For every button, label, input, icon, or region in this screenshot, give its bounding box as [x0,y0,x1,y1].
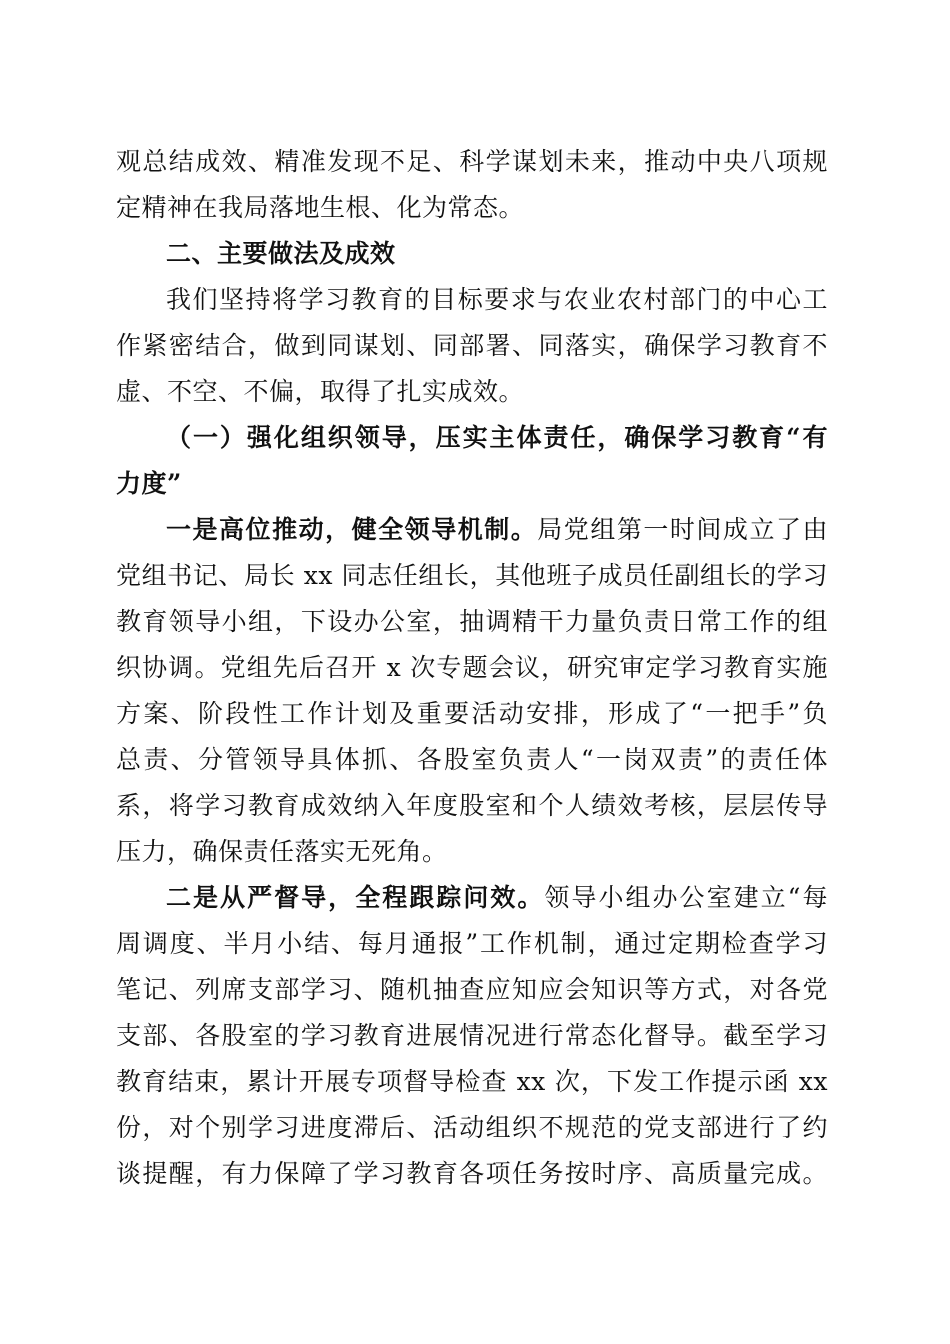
paragraph-line: 谈提醒，有力保障了学习教育各项任务按时序、高质量完成。 [116,1159,828,1188]
paragraph-line: 系，将学习教育成效纳入年度股室和个人绩效考核，层层传导 [116,791,828,820]
paragraph-line: 方案、阶段性工作计划及重要活动安排，形成了“一把手”负 [116,699,828,728]
paragraph-line: 我们坚持将学习教育的目标要求与农业农村部门的中心工 [166,285,828,314]
paragraph-line: 作紧密结合，做到同谋划、同部署、同落实，确保学习教育不 [116,331,828,360]
point-text: 局党组第一时间成立了由 [537,515,828,544]
paragraph-line [166,515,828,545]
section-heading: 二、主要做法及成效 [166,239,396,268]
subsection-heading: 力度” [116,469,182,498]
point-lead: 一是高位推动，健全领导机制。 [166,515,538,544]
paragraph-line: 教育结束，累计开展专项督导检查 xx 次，下发工作提示函 xx [116,1067,828,1096]
paragraph-line: 观总结成效、精准发现不足、科学谋划未来，推动中央八项规 [116,147,828,176]
paragraph-line: 压力，确保责任落实无死角。 [116,837,448,866]
paragraph-line: 织协调。党组先后召开 x 次专题会议，研究审定学习教育实施 [116,653,828,682]
paragraph-line: 周调度、半月小结、每月通报”工作机制，通过定期检查学习 [116,929,828,958]
point-text: 领导小组办公室建立“每 [544,883,828,912]
paragraph-line: 支部、各股室的学习教育进展情况进行常态化督导。截至学习 [116,1021,828,1050]
paragraph-line: 总责、分管领导具体抓、各股室负责人“一岗双责”的责任体 [116,745,828,774]
point-lead: 二是从严督导，全程跟踪问效。 [166,883,545,912]
paragraph-line [166,883,828,913]
paragraph-line: 笔记、列席支部学习、随机抽查应知应会知识等方式，对各党 [116,975,828,1004]
paragraph-line: 定精神在我局落地生根、化为常态。 [116,193,525,222]
paragraph-line: 教育领导小组，下设办公室，抽调精干力量负责日常工作的组 [116,607,828,636]
subsection-heading: （一）强化组织领导，压实主体责任，确保学习教育“有 [166,423,828,452]
paragraph-line: 虚、不空、不偏，取得了扎实成效。 [116,377,525,406]
paragraph-line: 份，对个别学习进度滞后、活动组织不规范的党支部进行了约 [116,1113,828,1142]
paragraph-line: 党组书记、局长 xx 同志任组长，其他班子成员任副组长的学习 [116,561,828,590]
